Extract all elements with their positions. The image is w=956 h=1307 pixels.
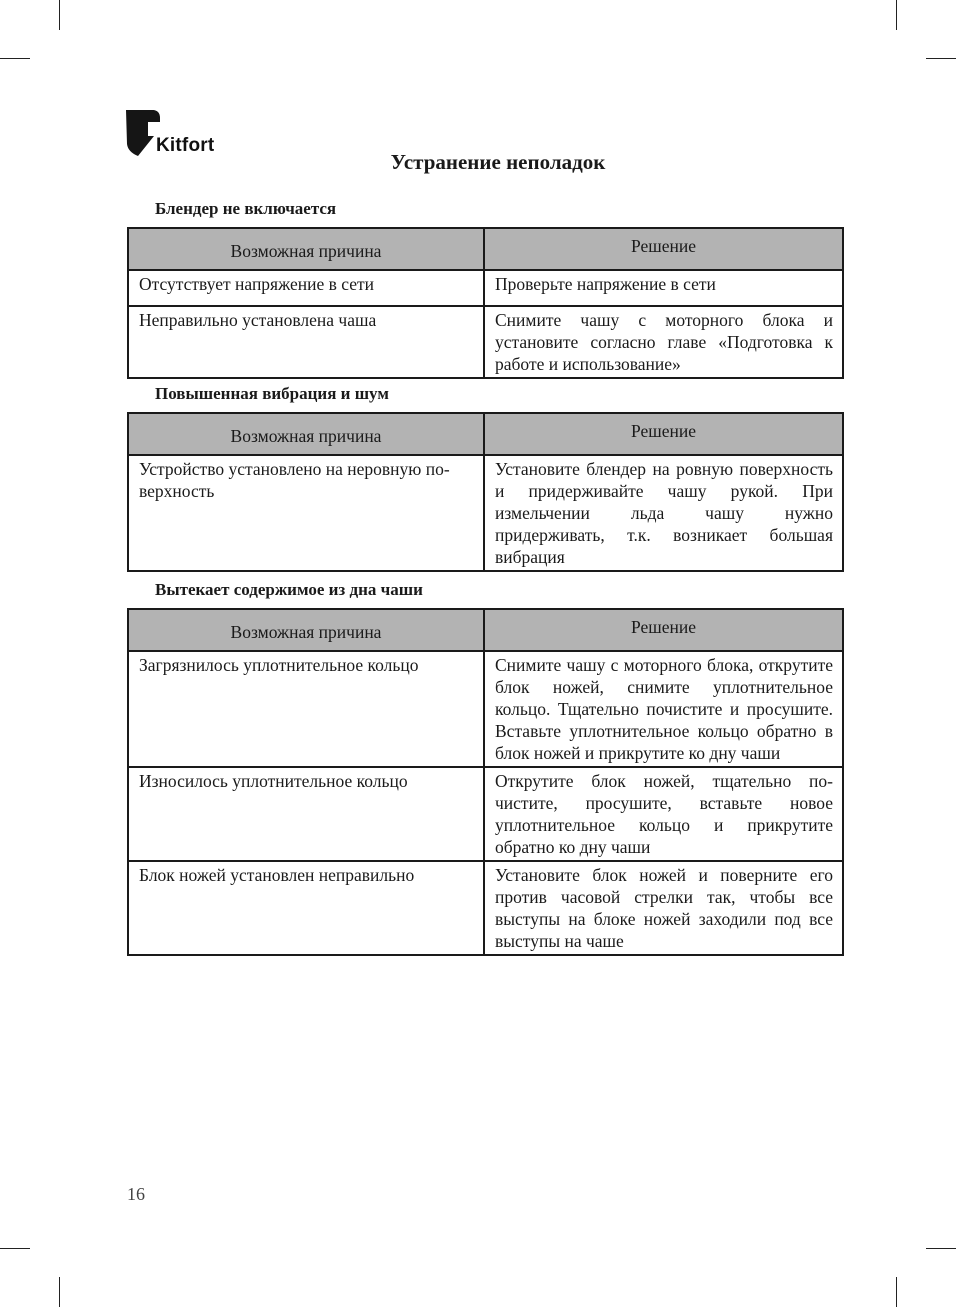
cause-cell: Неправильно установлена чаша <box>128 306 484 378</box>
table-row <box>128 270 843 306</box>
crop-mark <box>0 1248 30 1249</box>
header-solution: Решение <box>484 228 843 270</box>
solution-cell: Снимите чашу с моторного блока, открутите блок ножей, снимите уплотнительное кольцо. Тщательно почистите и просушите. Вставьте уплотнительное кольцо обратно в блок ножей и прикрутите ко дну чаши <box>484 651 843 767</box>
header-solution: Решение <box>484 413 843 455</box>
solution-cell: Установите блендер на ровную поверхность и придерживайте чашу рукой. При измельчении льда чашу нужно придерживать, т.к. возникает большая вибрация <box>484 455 843 571</box>
solution-cell: Проверьте напряжение в сети <box>484 270 843 306</box>
crop-mark <box>896 0 897 30</box>
cause-cell: Износилось уплотнительное кольцо <box>128 767 484 861</box>
section-title: Блендер не включается <box>155 199 337 218</box>
table-row <box>128 861 843 955</box>
cause-cell: Загрязнилось уплотнительное кольцо <box>128 651 484 767</box>
table-row <box>128 651 843 767</box>
header-cause: Возможная причина <box>128 228 484 270</box>
crop-mark <box>926 1248 956 1249</box>
crop-mark <box>59 1277 60 1307</box>
solution-cell: Установите блок ножей и поверните его против часовой стрелки так, чтобы все выступы на блоке ножей заходили под все выступы на чаше <box>484 861 843 955</box>
table-header-row <box>128 609 843 651</box>
page-number: 16 <box>127 1184 145 1204</box>
section-title: Вытекает содержимое из дна чаши <box>155 580 423 599</box>
table-header-row <box>128 228 843 270</box>
table-row <box>128 767 843 861</box>
crop-mark <box>59 0 60 30</box>
crop-mark <box>0 58 30 59</box>
section-title: Повышенная вибрация и шум <box>155 384 389 403</box>
header-cause: Возможная причина <box>128 609 484 651</box>
solution-cell: Открутите блок ножей, тщательно почистите, просушите, вставьте новое уплотнительное кольцо и прикрутите обратно ко дну чаши <box>484 767 843 861</box>
crop-mark <box>896 1277 897 1307</box>
table-row <box>128 455 843 571</box>
table-header-row <box>128 413 843 455</box>
troubleshooting-table <box>127 412 844 572</box>
solution-cell: Снимите чашу с моторного блока и установите согласно главе «Подготовка к работе и использование» <box>484 306 843 378</box>
cause-cell: Отсутствует напряжение в сети <box>128 270 484 306</box>
troubleshooting-table <box>127 608 844 956</box>
page-title: Устранение неполадок <box>390 150 606 174</box>
cause-cell: Блок ножей установлен неправильно <box>128 861 484 955</box>
table-row <box>128 306 843 378</box>
cause-cell: Устройство установлено на неровную поверхность <box>128 455 484 571</box>
brand-name: Kitfort <box>156 135 215 156</box>
header-solution: Решение <box>484 609 843 651</box>
header-cause: Возможная причина <box>128 413 484 455</box>
crop-mark <box>926 58 956 59</box>
troubleshooting-table <box>127 227 844 379</box>
